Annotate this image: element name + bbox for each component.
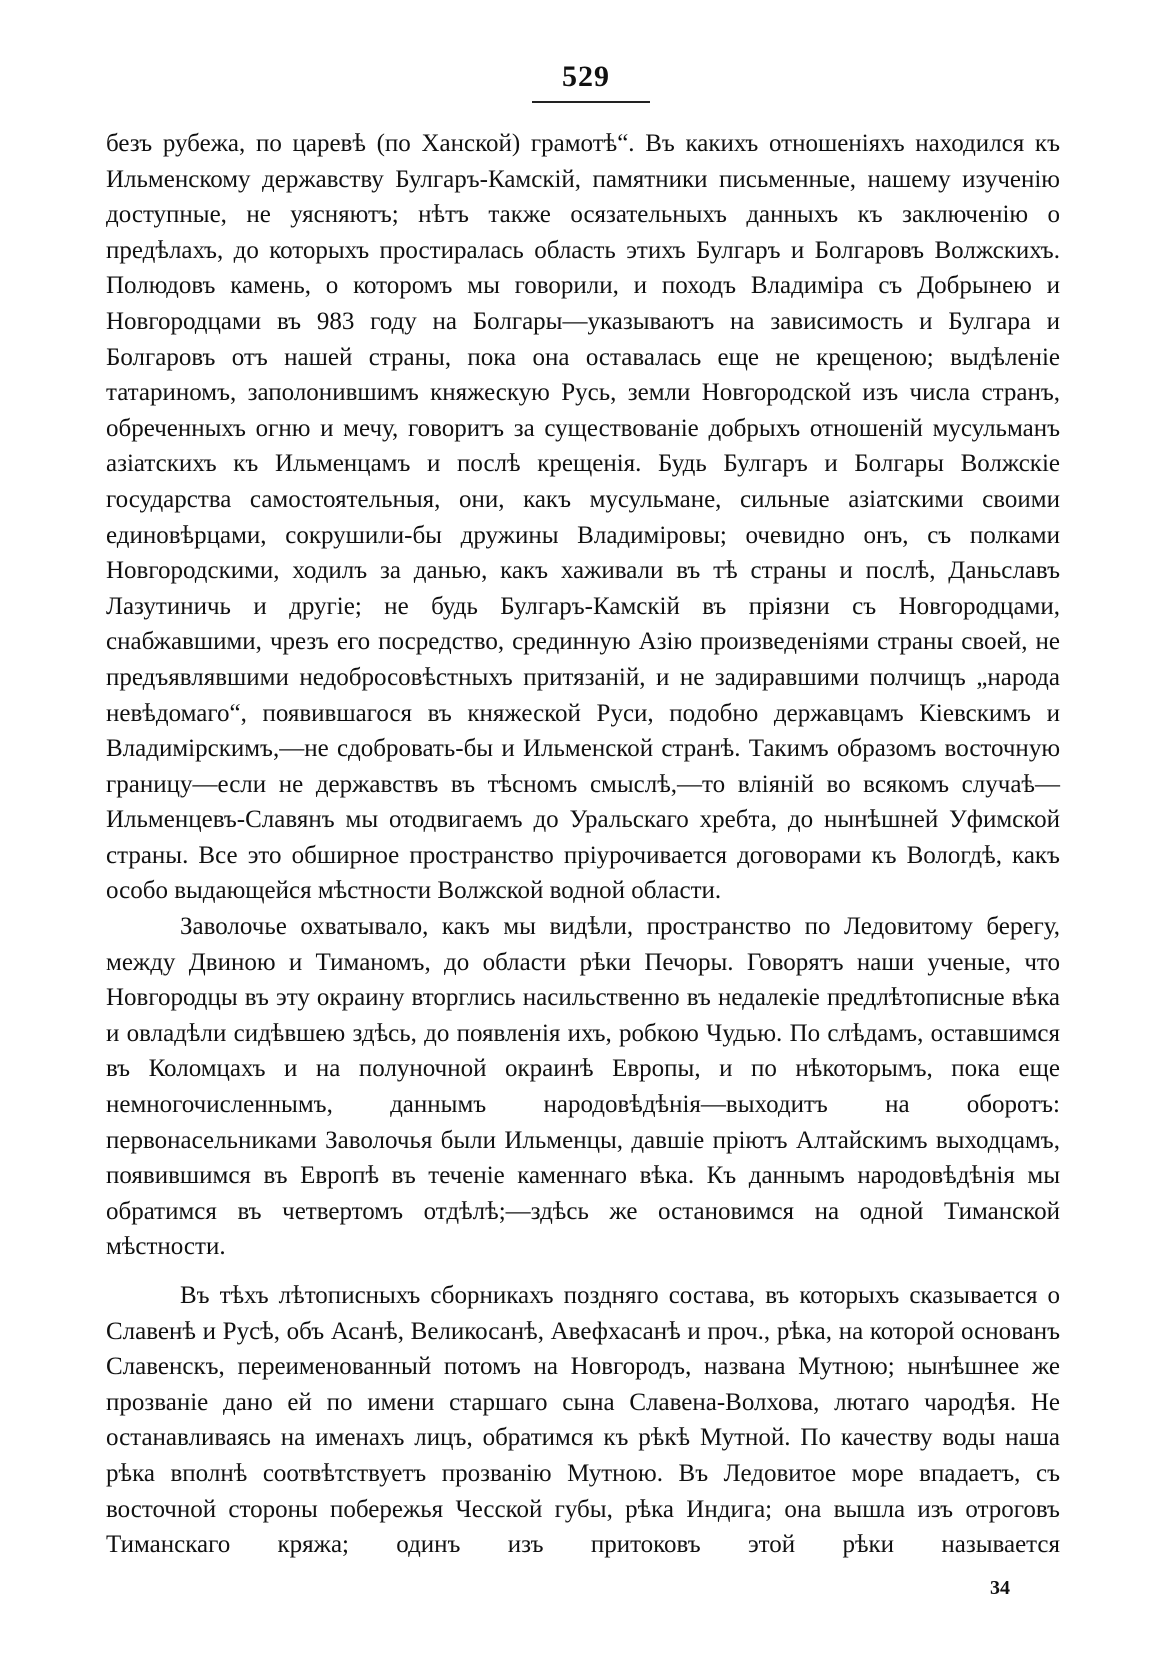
page-number: 529 bbox=[562, 60, 610, 93]
paragraph-1: безъ рубежа, по царевѣ (по Ханской) грамотѣ“. Въ какихъ отношеніяхъ находился къ Ильменскому державству Булгаръ-Камскій, памятники письменные, нашему изученію доступные, не уясняютъ; нѣтъ также осязательныхъ данныхъ къ заключенію о предѣлахъ, до которыхъ простиралась область этихъ Булгаръ и Болгаровъ Волжскихъ. Полюдовъ камень, о которомъ мы говорили, и походъ Владиміра съ Добрынею и Новгородцами въ 983 году на Болгары—указываютъ на зависимость и Булгара и Болгаровъ отъ нашей страны, пока она оставалась еще не крещеною; выдѣленіе татариномъ, заполонившимъ княжескую Русь, земли Новгородской изъ числа странъ, обреченныхъ огню и мечу, говоритъ за существованіе добрыхъ отношеній мусульманъ азіатскихъ къ Ильменцамъ и послѣ крещенія. Будь Булгаръ и Болгары Волжскіе государства самостоятельныя, они, какъ мусульмане, сильные азіатскими своими единовѣрцами, сокрушили-бы дружины Владиміровы; очевидно онъ, съ полками Новгородскими, ходилъ за данью, какъ хаживали въ тѣ страны и послѣ, Даньславъ Лазутиничь и другіе; не будь Булгаръ-Камскій въ пріязни съ Новгородцами, снабжавшими, чрезъ его посредство, срединную Азію произведеніями страны своей, не предъявлявшими недобросовѣстныхъ притязаній, и не задиравшими полчищъ „народа невѣдомаго“, появившагося въ княжеской Руси, подобно державцамъ Кіевскимъ и Владимірскимъ,—не сдобровать-бы и Ильменской странѣ. Такимъ образомъ восточную границу—если не державствъ въ тѣсномъ смыслѣ,—то вліяній во всякомъ случаѣ—Ильменцевъ-Славянъ мы отодвигаемъ до Уральскаго хребта, до нынѣшней Уфимской страны. Все это обширное пространство пріурочивается договорами къ Вологдѣ, какъ особо выдающейся мѣстности Волжской водной области. bbox=[106, 130, 1060, 905]
paragraph-2: Заволочье охватывало, какъ мы видѣли, пространство по Ледовитому берегу, между Двиною и Тиманомъ, до области рѣки Печоры. Говорятъ наши ученые, что Новгородцы въ эту окраину вторглись насильственно въ недалекіе предлѣтописные вѣка и овладѣли сидѣвшею здѣсь, до появленія ихъ, робкою Чудью. По слѣдамъ, оставшимся въ Коломцахъ и на полуночной окраинѣ Европы, и по нѣкоторымъ, пока еще немногочисленнымъ, даннымъ народовѣдѣнія—выходитъ на оборотъ: первонасельниками Заволочья были Ильменцы, давшіе пріютъ Алтайскимъ выходцамъ, появившимся въ Европѣ въ теченіе каменнаго вѣка. Къ даннымъ народовѣдѣнія мы обратимся въ четвертомъ отдѣлѣ;—здѣсь же остановимся на одной Тиманской мѣстности. bbox=[106, 913, 1060, 1261]
printer-signature-mark: 34 bbox=[990, 1577, 1010, 1599]
paragraph-3: Въ тѣхъ лѣтописныхъ сборникахъ поздняго состава, въ которыхъ сказывается о Славенѣ и Русѣ, объ Асанѣ, Великосанѣ, Авефхасанѣ и проч., рѣка, на которой основанъ Славенскъ, переименованный потомъ на Новгородъ, названа Мутною; нынѣшнее же прозваніе дано ей по имени старшаго сына Славена-Волхова, лютаго чародѣя. Не останавливаясь на именахъ лицъ, обратимся къ рѣкѣ Мутной. По качеству воды наша рѣка вполнѣ соотвѣтствуетъ прозванію Мутною. Въ Ледовитое море впадаетъ, съ восточной стороны побережья Чесской губы, рѣка Индига; она вышла изъ отроговъ Тиманскаго кряжа; одинъ изъ притоковъ этой рѣки называется bbox=[106, 1282, 1060, 1559]
body-text bbox=[106, 126, 1060, 1563]
page-number-underline bbox=[532, 101, 650, 103]
